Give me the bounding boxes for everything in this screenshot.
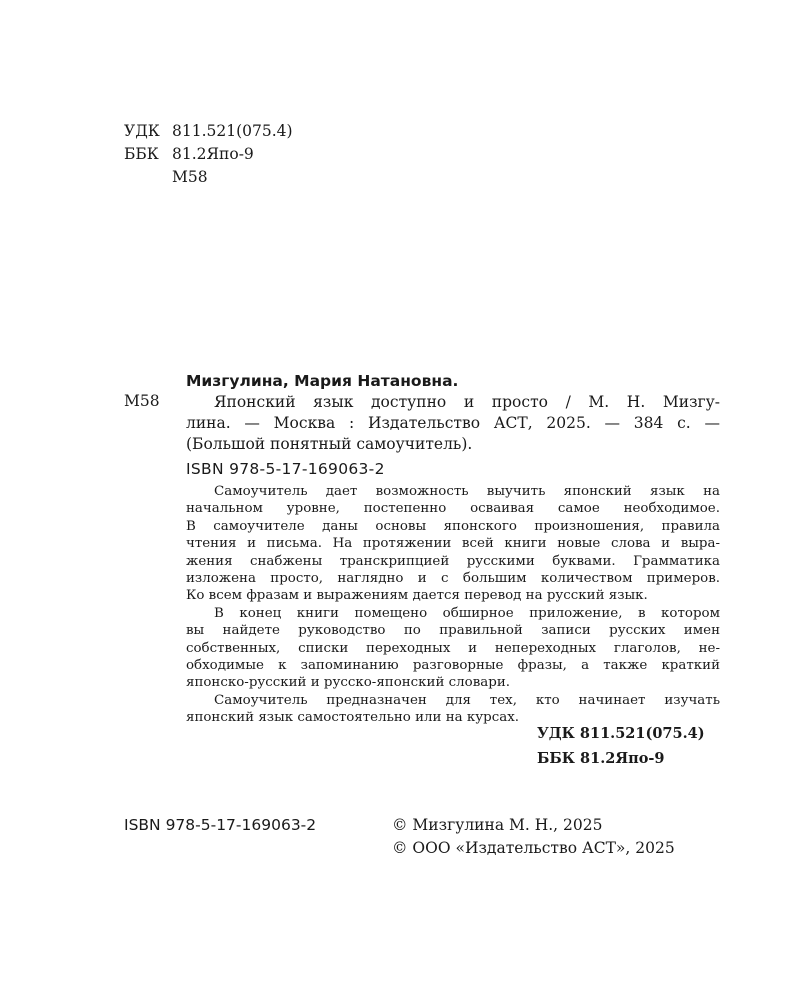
publisher-copyright: © ООО «Издательство АСТ», 2025 [392, 839, 675, 857]
annotation-line: Самоучитель предназначен для тех, кто начинает изучать [214, 692, 720, 708]
udk-row [124, 120, 293, 142]
annotation-line: Самоучитель дает возможность выучить японский язык на [214, 484, 720, 499]
author-mark-side: М58 [124, 392, 160, 410]
annotation-line: вы найдете руководство по правильной записи русских имен [186, 623, 720, 639]
udk-label: УДК [124, 122, 160, 140]
bbk-label: ББК [124, 145, 159, 163]
annotation-line: японский язык самостоятельно или на курсах. [186, 710, 520, 726]
annotation-line: Ко всем фразам и выражениям дается перевод на русский язык. [186, 588, 648, 604]
bib-line-2: лина. — Москва : Издательство АСТ, 2025. — 384 с. — [186, 414, 720, 432]
annotation-line: В самоучителе даны основы японского произношения, правила [186, 518, 720, 534]
annotation-line: чтения и письма. На протяжении всей книги новые слова и выра- [186, 536, 720, 552]
annotation-line: жения снабжены транскрипцией русскими буквами. Грамматика [186, 553, 720, 569]
bib-line-3: (Большой понятный самоучитель). [186, 435, 473, 453]
bbk-value: 81.2Япо-9 [172, 145, 254, 163]
bib-line-1: Японский язык доступно и просто / М. Н. Мизгу- [214, 393, 720, 411]
bbk-row [124, 143, 254, 165]
annotation-line: В конец книги помещено обширное приложение, в котором [214, 605, 720, 621]
isbn-bibliographic: ISBN 978-5-17-169063-2 [186, 460, 385, 478]
annotation-line: японско-русский и русско-японский словари. [186, 675, 511, 691]
annotation-line: обходимые к запоминанию разговорные фразы, а также краткий [186, 658, 720, 673]
author-mark-row [124, 166, 208, 188]
udk-bottom: УДК 811.521(075.4) [537, 725, 705, 742]
annotation-line: изложена просто, наглядно и с большим количеством примеров. [186, 571, 720, 586]
isbn-bottom: ISBN 978-5-17-169063-2 [124, 816, 317, 834]
author-mark-top: М58 [172, 168, 208, 186]
author-heading: Мизгулина, Мария Натановна. [186, 372, 459, 390]
author-copyright: © Мизгулина М. Н., 2025 [392, 816, 603, 834]
annotation-line: собственных, списки переходных и непереходных глаголов, не- [186, 640, 720, 656]
annotation-line: начальном уровне, постепенно осваивая самое необходимое. [186, 501, 720, 517]
udk-value: 811.521(075.4) [172, 122, 293, 140]
bbk-bottom: ББК 81.2Япо-9 [537, 750, 665, 767]
